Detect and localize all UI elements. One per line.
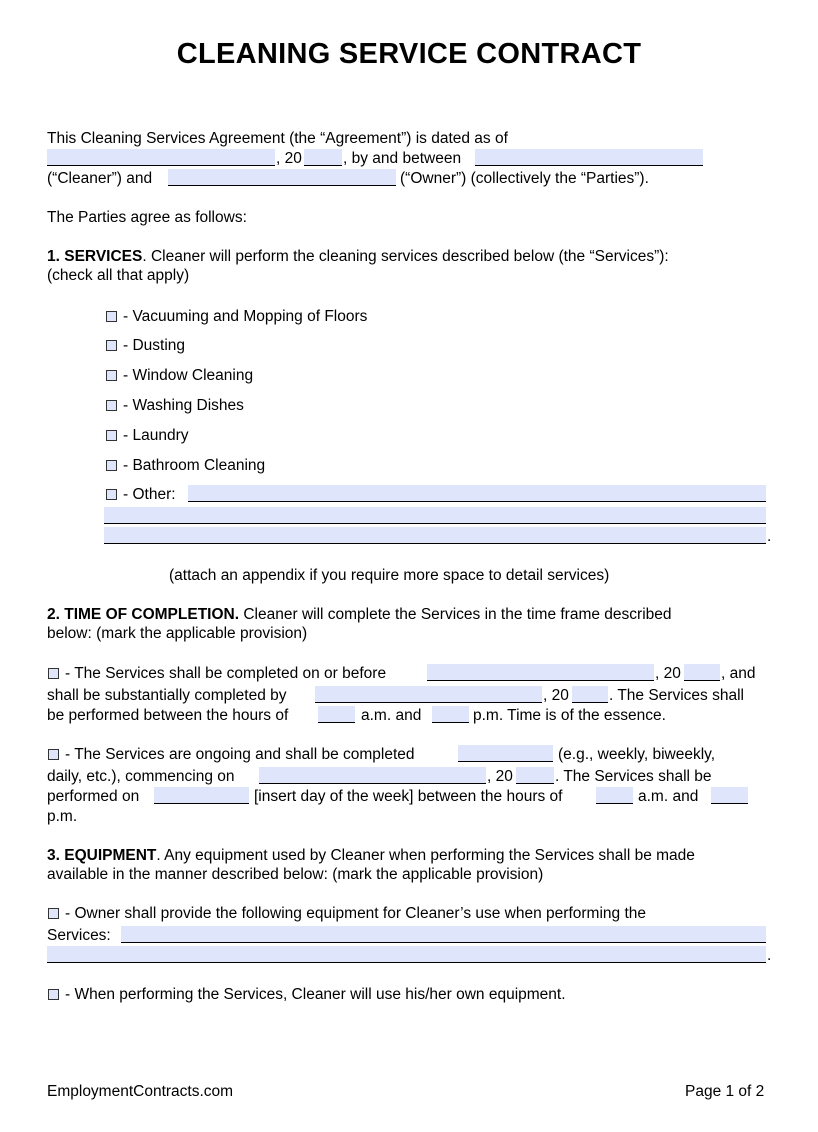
equipment-paragraph (47, 846, 695, 865)
completion-opt2-a: - The Services are ongoing and shall be completed (65, 746, 415, 763)
completion-opt2-c: daily, etc.), commencing on (47, 768, 235, 785)
completion-opt1-i: p.m. Time is of the essence. (473, 707, 666, 724)
commencement-date-field[interactable] (259, 767, 486, 784)
completion-opt1-c: , and (721, 665, 756, 682)
ongoing-end-hour-field[interactable] (711, 787, 748, 804)
other-services-field-1[interactable] (188, 485, 766, 502)
equipment-heading: 3. EQUIPMENT (47, 847, 157, 864)
completion-date-field[interactable] (427, 664, 654, 681)
service-item-washing-dishes: - Washing Dishes (123, 397, 244, 414)
completion-opt2-i: p.m. (47, 808, 78, 825)
completion-text-2: below: (mark the applicable provision) (47, 625, 308, 642)
equipment-opt1-a: - Owner shall provide the following equipment for Cleaner’s use when performing the (65, 905, 646, 922)
commencement-year-field[interactable] (516, 767, 554, 784)
checkbox-cleaner-equipment[interactable] (48, 989, 59, 1000)
equipment-opt2: - When performing the Services, Cleaner will use his/her own equipment. (65, 986, 566, 1003)
completion-year-field[interactable] (684, 664, 720, 681)
checkbox-other[interactable] (106, 489, 117, 500)
services-period: . (767, 528, 772, 545)
equipment-text-2: available in the manner described below: (mark the applicable provision) (47, 866, 544, 883)
completion-opt1-g: be performed between the hours of (47, 707, 289, 724)
equipment-list-field-2[interactable] (47, 946, 766, 963)
completion-paragraph (47, 605, 672, 624)
service-item-dusting: - Dusting (123, 337, 186, 354)
completion-opt2-b: (e.g., weekly, biweekly, (558, 746, 716, 763)
frequency-field[interactable] (458, 745, 553, 762)
appendix-note: (attach an appendix if you require more space to detail services) (169, 567, 610, 584)
service-item-laundry: - Laundry (123, 427, 189, 444)
agreement-year-field[interactable] (304, 149, 342, 166)
completion-heading: 2. TIME OF COMPLETION. (47, 606, 240, 623)
completion-opt1-b: , 20 (655, 665, 681, 682)
services-text-2: (check all that apply) (47, 267, 190, 284)
cleaner-name-field[interactable] (475, 149, 703, 166)
service-item-window-cleaning: - Window Cleaning (123, 367, 254, 384)
service-item-bathroom-cleaning: - Bathroom Cleaning (123, 457, 266, 474)
completion-opt2-f: performed on (47, 788, 140, 805)
document-title: CLEANING SERVICE CONTRACT (176, 38, 642, 70)
completion-opt1-a: - The Services shall be completed on or before (65, 665, 387, 682)
completion-opt1-f: . The Services shall (609, 687, 744, 704)
intro-comma-20: , 20 (276, 150, 302, 167)
equipment-text: . Any equipment used by Cleaner when performing the Services shall be made (156, 847, 695, 864)
checkbox-completion-by-date[interactable] (48, 668, 59, 679)
intro-owner-label: (“Owner”) (collectively the “Parties”). (400, 170, 649, 187)
agreement-date-field[interactable] (47, 149, 275, 166)
services-text: . Cleaner will perform the cleaning services described below (the “Services”): (142, 248, 669, 265)
checkbox-washing-dishes[interactable] (106, 400, 117, 411)
checkbox-window-cleaning[interactable] (106, 370, 117, 381)
intro-by-and-between: , by and between (343, 150, 462, 167)
substantial-completion-date-field[interactable] (315, 686, 542, 703)
other-services-field-3[interactable] (104, 527, 766, 544)
checkbox-laundry[interactable] (106, 430, 117, 441)
completion-opt1-h: a.m. and (361, 707, 422, 724)
completion-opt1-e: , 20 (543, 687, 569, 704)
parties-agree-text: The Parties agree as follows: (47, 209, 247, 226)
equipment-opt1-b: Services: (47, 927, 111, 944)
services-heading: 1. SERVICES (47, 248, 143, 265)
other-services-field-2[interactable] (104, 507, 766, 524)
completion-opt2-e: . The Services shall be (555, 768, 712, 785)
checkbox-completion-ongoing[interactable] (48, 749, 59, 760)
checkbox-dusting[interactable] (106, 340, 117, 351)
completion-text: Cleaner will complete the Services in the time frame described (239, 606, 672, 623)
ongoing-start-hour-field[interactable] (596, 787, 633, 804)
equipment-list-field-1[interactable] (121, 926, 766, 943)
checkbox-owner-equipment[interactable] (48, 908, 59, 919)
footer-page-number: Page 1 of 2 (685, 1083, 765, 1100)
checkbox-vacuuming[interactable] (106, 311, 117, 322)
substantial-completion-year-field[interactable] (572, 686, 608, 703)
completion-opt2-d: , 20 (487, 768, 513, 785)
completion-opt2-g: [insert day of the week] between the hours of (254, 788, 563, 805)
footer-site: EmploymentContracts.com (47, 1083, 234, 1100)
service-item-other: - Other: (123, 486, 176, 503)
intro-line-1: This Cleaning Services Agreement (the “Agreement”) is dated as of (47, 130, 508, 147)
service-item-vacuuming: - Vacuuming and Mopping of Floors (123, 308, 368, 325)
equipment-period: . (767, 947, 772, 964)
day-of-week-field[interactable] (154, 787, 249, 804)
checkbox-bathroom-cleaning[interactable] (106, 460, 117, 471)
intro-cleaner-label: (“Cleaner”) and (47, 170, 153, 187)
completion-opt1-d: shall be substantially completed by (47, 687, 287, 704)
start-hour-field[interactable] (318, 706, 355, 723)
completion-opt2-h: a.m. and (638, 788, 699, 805)
owner-name-field[interactable] (168, 169, 396, 186)
end-hour-field[interactable] (432, 706, 469, 723)
services-paragraph (47, 247, 669, 266)
